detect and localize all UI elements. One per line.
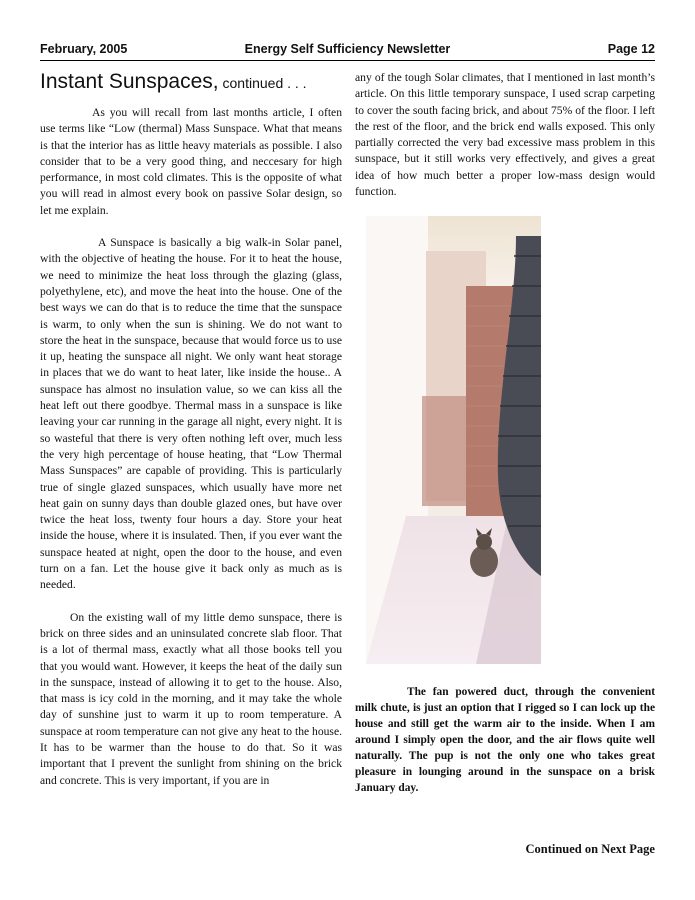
photo-caption: The fan powered duct, through the convenient milk chute, is just an option that I rigged so I can lock up the house and still get the warm air to the inside. When I am around I simply open the door, and the air flows quite well naturally. The pup is not the only one who takes great pleasure in lounging around in the sunspace on a brisk January day. [355, 686, 655, 795]
right-column [355, 70, 655, 796]
newsletter-title: Energy Self Sufficiency Newsletter [244, 42, 451, 56]
left-column [40, 70, 342, 805]
sunspace-photo-image [366, 216, 541, 664]
article-title [40, 70, 342, 97]
body-paragraph-4: any of the tough Solar climates, that I mentioned in last month’s article. On this little temporary sunspace, I used scrap carpeting to cover the south facing brick, and about 75% of the floor. I left the rest of the floor, and the brick end walls exposed. This only partially corrected the very bad excessive mass problem in this sunspace, but it still works very effectively, and gives a great idea of how much better a proper low-mass design would function. [355, 71, 655, 199]
sunspace-photo [366, 216, 541, 664]
article-title-suffix: continued . . . [218, 75, 307, 91]
issue-date: February, 2005 [40, 42, 128, 56]
body-paragraph-1: As you will recall from last months article, I often use terms like “Low (thermal) Mass Sunspace. What that means is that the interior has as little heavy materials as possible. I also consider that to be a very good thing, and neccesary for high performance, in most cold climates. This is the opposite of what you will read in almost every book on passive Solar design, so let me explain. [40, 106, 342, 217]
page-number: Page 12 [607, 42, 655, 56]
page-header [40, 42, 655, 60]
header-rule [40, 60, 655, 61]
continued-note: Continued on Next Page [525, 842, 655, 856]
body-paragraph-3: On the existing wall of my little demo sunspace, there is brick on three sides and an uninsulated concrete slab floor. That is a lot of thermal mass, exactly what all those books tell you that you would want. However, it keeps the heat of the daily sun in the sunspace, instead of allowing it to get to the house. Also, that mass is icy cold in the morning, and it may take the whole day of sunshine just to warm it up to room temperature. A sunspace at room temperature can not give any heat to the house. It has to be warmer than the house to do that. So it was important that I prevent the sunlight from shining on the brick and concrete. This is very important, if you are in [40, 610, 342, 787]
article-title-main: Instant Sunspaces, [40, 70, 219, 93]
body-paragraph-2: A Sunspace is basically a big walk-in Solar panel, with the objective of heating the house. For it to heat the house, we need to minimize the heat loss through the glazing (glass, polyethylene, etc), and move the heat into the house. One of the best ways we can do that is to reduce the time that the sunspace is warm, to only when the sun is shining. We do not want to store the heat in the sunspace, because that would force us to use it up, heating the sunspace all night. We only want heat storage in places that we do want to heat later, like inside the house.. A sunspace has almost no insulation value, so we can kiss all the heat left out there goodbye. Thermal mass in a sunspace is like leaving your car running in the garage all night, every night. It is so wasteful that there is very often nothing left over, much less the very high percentage of house heating, that “Low Thermal Mass Sunspaces” are capable of providing. This is particularly true of single glazed sunspaces, which usually have more net heat gain on sunny days than double glazed ones, but have over twice the heat loss, twenty four hours a day. Store your heat inside the house, where it is insulated. Then, if you ever want the sunspace heated at night, open the door to the house, and even turn on a fan. Let the house give it back only as much as is needed. [40, 236, 342, 592]
